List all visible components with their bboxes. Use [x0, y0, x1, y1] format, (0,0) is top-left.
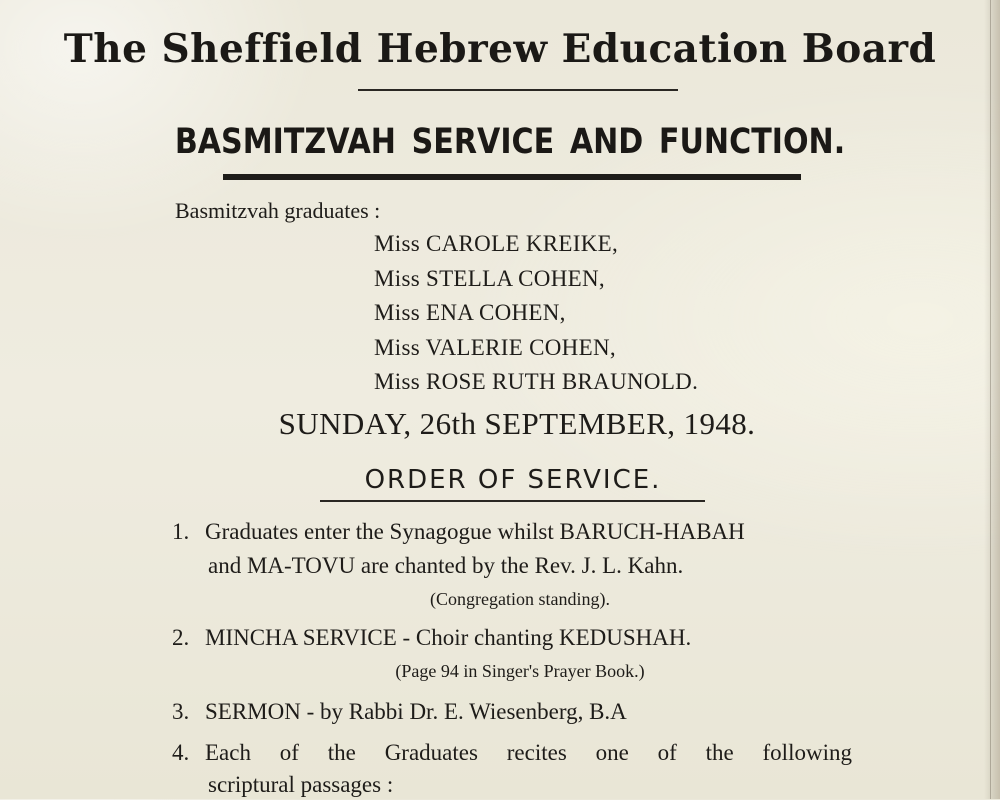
item-number: 1. — [172, 519, 190, 544]
heading-underline — [223, 174, 801, 180]
graduate-name: Miss STELLA COHEN, — [374, 265, 605, 291]
item-word: of — [279, 740, 299, 765]
item-text — [205, 738, 852, 768]
item-text: SERMON - by Rabbi Dr. E. Wiesenberg, B.A — [205, 699, 627, 724]
order-of-service-heading: ORDER OF SERVICE. — [364, 465, 662, 495]
order-item-2 — [172, 623, 691, 653]
graduate-name: Miss ROSE RUTH BRAUNOLD. — [374, 369, 699, 394]
order-heading-underline — [320, 500, 705, 502]
item-number: 2. — [172, 625, 190, 650]
order-item-3 — [172, 697, 627, 727]
item-number: 3. — [172, 699, 190, 724]
item-text: MINCHA SERVICE - Choir chanting KEDUSHAH. — [205, 625, 692, 650]
item-word: the — [327, 740, 356, 765]
service-date: SUNDAY, 26th SEPTEMBER, 1948. — [278, 406, 756, 441]
item-word: Graduates — [384, 740, 478, 765]
graduate-name: Miss ENA COHEN, — [374, 300, 566, 325]
order-item-4 — [172, 738, 852, 768]
main-heading: BASMITZVAH SERVICE AND FUNCTION. — [174, 122, 846, 162]
item-word: following — [762, 740, 852, 765]
item-number: 4. — [172, 740, 190, 765]
item-text: Graduates enter the Synagogue whilst BARUCH-HABAH — [205, 519, 745, 544]
item-word: recites — [506, 740, 567, 765]
item-word: the — [705, 740, 734, 765]
title-divider — [358, 89, 678, 91]
graduates-list — [374, 229, 698, 402]
order-item-1 — [172, 517, 745, 547]
item-word: of — [657, 740, 677, 765]
board-title: The Sheffield Hebrew Education Board — [63, 26, 937, 72]
order-item-4-continued: scriptural passages : — [208, 772, 394, 797]
item-word: one — [595, 740, 629, 765]
order-item-2-note: (Page 94 in Singer's Prayer Book.) — [395, 661, 645, 681]
order-item-1-continued: and MA-TOVU are chanted by the Rev. J. L. Kahn. — [208, 553, 684, 578]
order-item-1-note: (Congregation standing). — [430, 589, 610, 609]
item-word: Each — [205, 740, 251, 765]
graduates-intro: Basmitzvah graduates : — [175, 198, 381, 223]
graduate-name: Miss VALERIE COHEN, — [374, 334, 616, 360]
graduate-name: Miss CAROLE KREIKE, — [374, 231, 619, 256]
